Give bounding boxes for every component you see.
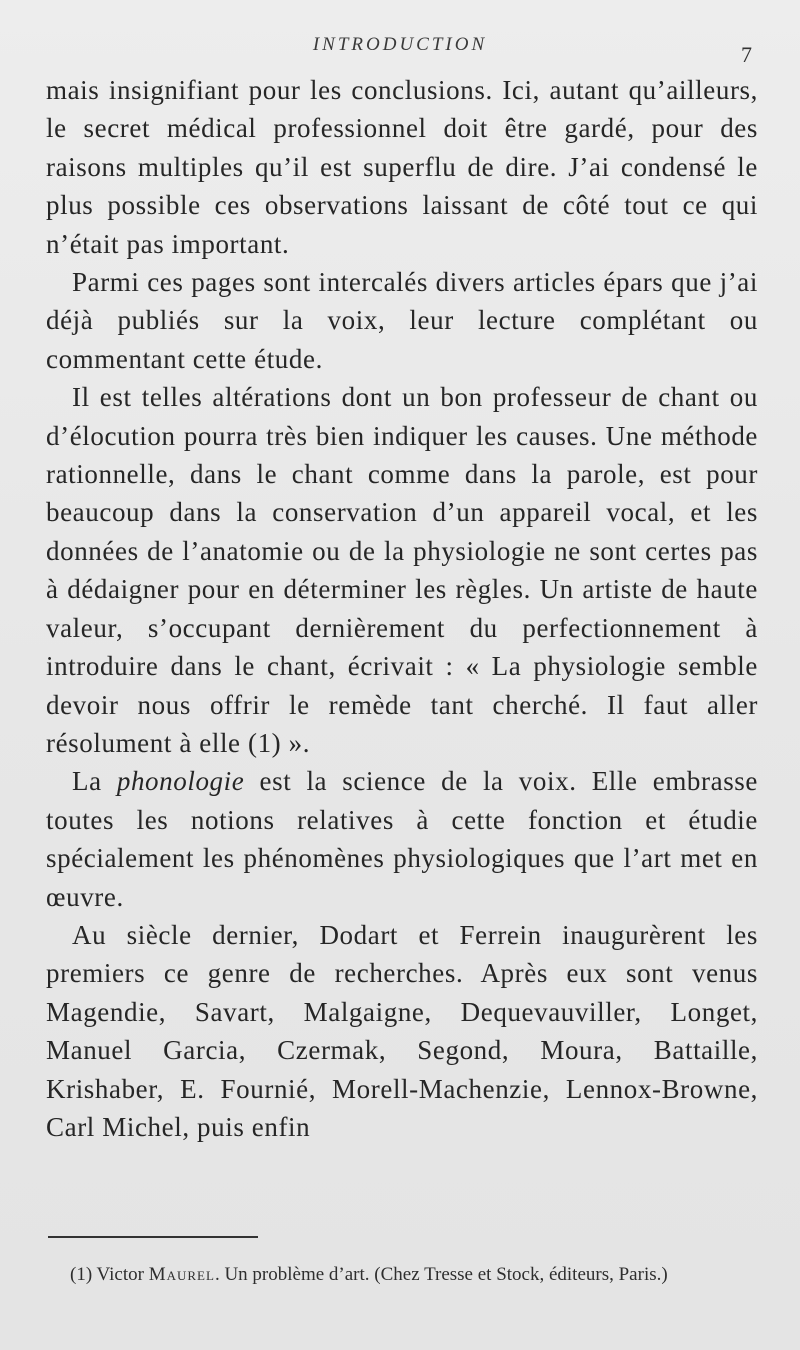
phonologie-term: phonologie bbox=[116, 766, 245, 797]
phonologie-text: est la science de la voix. Elle embrasse toutes les notions relatives à cette fonction et étudie spécialement les phénomènes physiologiques que l’art met en œuvre. bbox=[46, 766, 758, 912]
page-number: 7 bbox=[741, 42, 752, 67]
footnote-text: . Un problème d’art. (Chez Tresse et Stock, éditeurs, Paris.) bbox=[214, 1264, 668, 1285]
footnote-rule bbox=[48, 1236, 258, 1238]
paragraph-articles: Parmi ces pages sont intercalés divers articles épars que j’ai déjà publiés sur la voix, leur lecture complétant ou commentant cette étude. bbox=[46, 267, 758, 374]
paragraph-alterations: Il est telles altérations dont un bon professeur de chant ou d’élocution pourra très bien indiquer les causes. Une méthode rationnelle, dans le chant comme dans la parole, est pour beaucoup dans la conservation d’un appareil vocal, et les données de l’anatomie ou de la physiologie ne sont certes pas à dédaigner pour en déterminer les règles. Un artiste de haute valeur, s’occupant dernièrement du perfectionnement à introduire dans le chant, écrivait : « La physiologie semble devoir nous offrir le remède tant cherché. Il faut aller résolument à elle (1) ». bbox=[46, 382, 758, 758]
footnote-marker: (1) Victor bbox=[70, 1264, 149, 1285]
footnote-author: Maurel bbox=[148, 1264, 215, 1285]
body-text bbox=[46, 71, 758, 1146]
running-head: INTRODUCTION bbox=[312, 34, 488, 55]
footnote bbox=[46, 1262, 760, 1288]
paragraph-phonologie bbox=[46, 762, 758, 916]
paragraph-continuation: mais insignifiant pour les conclusions. Ici, autant qu’ailleurs, le secret médical professionnel doit être gardé, pour des raisons multiples qu’il est superflu de dire. J’ai condensé le plus possible ces observations laissant de côté tout ce qui n’était pas important. bbox=[46, 75, 758, 259]
paragraph-history: Au siècle dernier, Dodart et Ferrein inaugurèrent les premiers ce genre de recherches. Après eux sont venus Magendie, Savart, Malgaigne, Dequevauviller, Longet, Manuel Garcia, Czermak, Segond, Moura, Battaille, Krishaber, E. Fournié, Morell-Machenzie, Lennox-Browne, Carl Michel, puis enfin bbox=[46, 919, 758, 1142]
page-header bbox=[0, 34, 800, 67]
phonologie-prefix: La bbox=[72, 766, 117, 797]
